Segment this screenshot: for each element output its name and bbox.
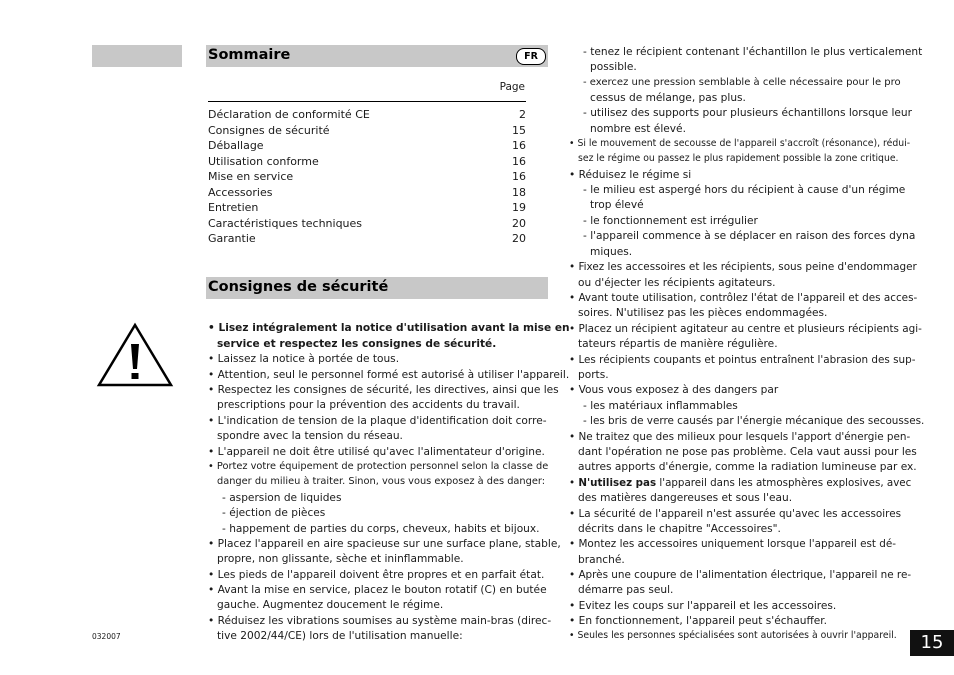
bullet-text: ou d'éjecter les récipients agitateurs. (578, 277, 776, 289)
bullet-text: gauche. Augmentez doucement le régime. (217, 599, 444, 611)
bullet-text: tateurs répartis de manière régulière. (578, 338, 778, 350)
toc-entry[interactable] (208, 155, 526, 171)
sub-item: - éjection de pièces (222, 507, 326, 519)
bullet-text: • Fixez les accessoires et les récipients, sous peine d'endommager (569, 261, 917, 273)
toc-entry-title: Garantie (208, 232, 256, 245)
bullet-text: branché. (578, 554, 625, 566)
bullet-text: • Réduisez les vibrations soumises au système main-bras (direc- (208, 615, 552, 627)
consignes-title: Consignes de sécurité (208, 279, 389, 295)
bullet-text: spondre avec la tension du réseau. (217, 430, 403, 442)
bullet-text: • Attention, seul le personnel formé est autorisé à utiliser l'appareil. (208, 369, 570, 381)
bullet-text: • L'appareil ne doit être utilisé qu'avec l'alimentateur d'origine. (208, 446, 545, 458)
toc-entry[interactable] (208, 201, 526, 217)
page-number: 15 (910, 630, 954, 656)
toc-divider (208, 101, 526, 102)
bullet-text: • Avant toute utilisation, contrôlez l'état de l'appareil et des acces- (569, 292, 918, 304)
bullet-text: • Si le mouvement de secousse de l'appareil s'accroît (résonance), rédui- (569, 138, 911, 149)
toc-entry-title: Utilisation conforme (208, 154, 319, 168)
sub-item: - le fonctionnement est irrégulier (583, 215, 758, 227)
toc-entry-title: Accessories (208, 185, 273, 199)
sub-item: - l'appareil commence à se déplacer en raison des forces dyna (583, 230, 916, 242)
sub-item: - happement de parties du corps, cheveux, habits et bijoux. (222, 523, 540, 535)
bullet-text: • Réduisez le régime si (569, 169, 692, 181)
bullet-text: • Lisez intégralement la notice d'utilisation avant la mise en (208, 322, 570, 334)
toc-entry-page: 20 (512, 216, 526, 230)
sub-item: miques. (590, 246, 633, 258)
bullet-text: sez le régime ou passez le plus rapidement possible la zone critique. (578, 153, 899, 164)
bullet-text: prescriptions pour la prévention des accidents du travail. (217, 399, 520, 411)
sommaire-title: Sommaire (208, 47, 291, 63)
sub-item: - utilisez des supports pour plusieurs échantillons lorsque leur (583, 107, 912, 119)
bullet-text: • Les récipients coupants et pointus entraînent l'abrasion des sup- (569, 354, 916, 366)
sub-item: - tenez le récipient contenant l'échantillon le plus verticalement (583, 46, 923, 58)
toc-entry-page: 2 (519, 108, 526, 121)
toc-entry[interactable] (208, 139, 526, 155)
bullet-text: • Ne traitez que des milieux pour lesquels l'apport d'énergie pen- (569, 431, 911, 443)
bullet-text: • Montez les accessoires uniquement lorsque l'appareil est dé- (569, 538, 896, 550)
toc-entry-page: 16 (512, 170, 526, 183)
bullet-text: • Placez un récipient agitateur au centre et plusieurs récipients agi- (569, 323, 922, 335)
toc-entry-page: 15 (512, 123, 526, 137)
bullet-text: • N'utilisez pas l'appareil dans les atmosphères explosives, avec (569, 477, 912, 489)
bullet-text: démarre pas seul. (578, 584, 674, 596)
document-code: 032007 (92, 632, 121, 641)
sub-item: nombre est élevé. (590, 123, 686, 135)
toc-entry-title: Déballage (208, 139, 264, 152)
warning-triangle-icon (96, 322, 174, 388)
toc-entry[interactable] (208, 124, 526, 140)
consignes-header (206, 277, 548, 299)
bullet-text: • Seules les personnes spécialisées sont autorisées à ouvrir l'appareil. (569, 630, 897, 641)
bullet-text: • La sécurité de l'appareil n'est assurée qu'avec les accessoires (569, 508, 902, 520)
toc-entry-title: Déclaration de conformité CE (208, 108, 370, 121)
sub-item: - les matériaux inflammables (583, 400, 738, 412)
bullet-text: soires. N'utilisez pas les pièces endommagées. (578, 307, 828, 319)
page-column-header: Page (499, 81, 525, 93)
bullet-text: • L'indication de tension de la plaque d'identification doit corre- (208, 415, 547, 427)
toc-entry-page: 18 (512, 185, 526, 199)
sub-item: trop élevé (590, 199, 644, 211)
bullet-text: tive 2002/44/CE) lors de l'utilisation manuelle: (217, 630, 463, 642)
bullet-text: service et respectez les consignes de sécurité. (217, 338, 497, 350)
bullet-text: autres apports d'énergie, comme la radiation lumineuse par ex. (578, 461, 917, 473)
toc-entry-page: 16 (512, 139, 526, 152)
bullet-text: danger du milieu à traiter. Sinon, vous vous exposez à des danger: (217, 476, 546, 487)
sub-item: - le milieu est aspergé hors du récipient à cause d'un régime (583, 184, 906, 196)
toc-entry-title: Entretien (208, 201, 259, 214)
bullet-text: • Vous vous exposez à des dangers par (569, 384, 779, 396)
toc-entry-title: Caractéristiques techniques (208, 216, 363, 230)
bullet-text: • Laissez la notice à portée de tous. (208, 353, 400, 365)
bullet-text: • Portez votre équipement de protection personnel selon la classe de (208, 461, 549, 472)
toc-entry[interactable] (208, 186, 526, 202)
bullet-text: dant l'opération ne pose pas problème. Cela vaut aussi pour les (578, 446, 917, 458)
toc-entry[interactable] (208, 232, 526, 248)
toc-entry[interactable] (208, 217, 526, 233)
bullet-text: • Avant la mise en service, placez le bouton rotatif (C) en butée (208, 584, 547, 596)
toc-entry-title: Mise en service (208, 170, 294, 183)
bullet-text: • Les pieds de l'appareil doivent être propres et en parfait état. (208, 569, 545, 581)
bullet-text: • Après une coupure de l'alimentation électrique, l'appareil ne re- (569, 569, 912, 581)
bullet-text: • Evitez les coups sur l'appareil et les accessoires. (569, 600, 837, 612)
toc-entry-page: 16 (512, 154, 526, 168)
toc-entry-page: 20 (512, 232, 526, 245)
sub-item: cessus de mélange, pas plus. (590, 92, 746, 104)
toc-entry-page: 19 (512, 201, 526, 214)
toc-entry-title: Consignes de sécurité (208, 123, 330, 137)
toc-entry[interactable] (208, 108, 526, 124)
sub-item: - les bris de verre causés par l'énergie mécanique des secousses. (583, 415, 925, 427)
sub-item: possible. (590, 61, 637, 73)
sub-item: - aspersion de liquides (222, 492, 342, 504)
margin-tab (92, 45, 182, 67)
bullet-text: • En fonctionnement, l'appareil peut s'échauffer. (569, 615, 828, 627)
bullet-text: décrits dans le chapitre "Accessoires". (578, 523, 781, 535)
bullet-text: ports. (578, 369, 609, 381)
bullet-text: • Placez l'appareil en aire spacieuse sur une surface plane, stable, (208, 538, 561, 550)
bullet-text: des matières dangereuses et sous l'eau. (578, 492, 793, 504)
toc-entry[interactable] (208, 170, 526, 186)
bullet-text: propre, non glissante, sèche et ininflammable. (217, 553, 464, 565)
sommaire-header (206, 45, 548, 67)
bullet-text: • Respectez les consignes de sécurité, les directives, ainsi que les (208, 384, 559, 396)
language-badge: FR (516, 48, 546, 65)
sub-item: - exercez une pression semblable à celle nécessaire pour le pro (583, 77, 901, 88)
